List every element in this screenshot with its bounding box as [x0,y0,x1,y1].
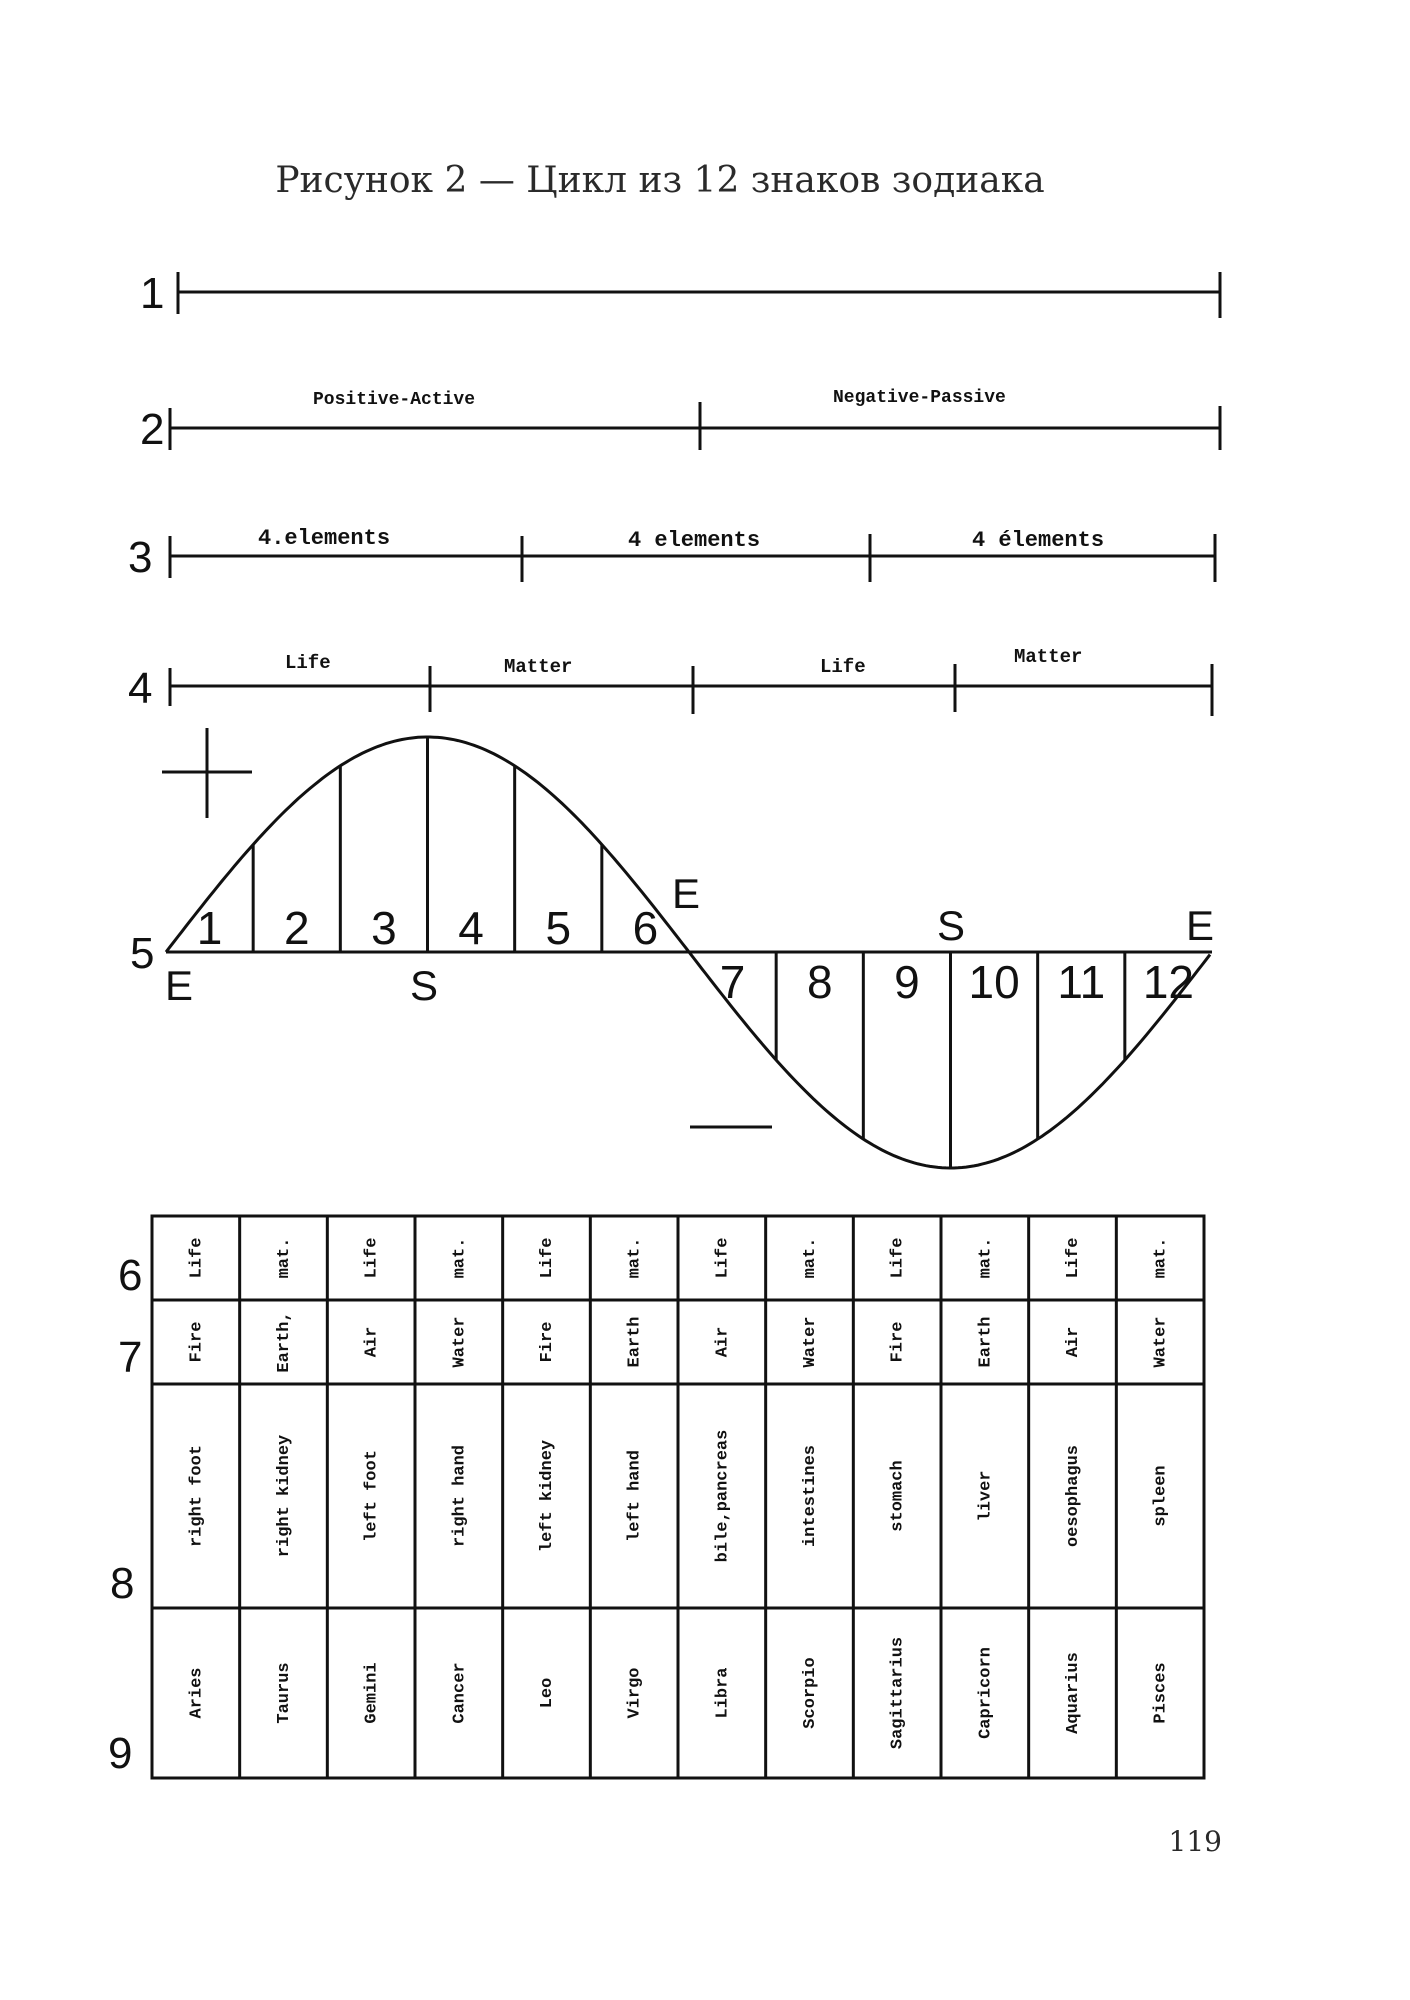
row8-cell: bile,pancreas [713,1429,733,1563]
row7-cell: Earth [976,1316,996,1368]
sign-number: 12 [1142,956,1194,1008]
row7-cell: Fire [888,1321,908,1363]
row8-cell: left hand [625,1450,645,1542]
row7-cell: Water [450,1316,470,1368]
sign-number: 5 [545,902,572,954]
row9-cell: Taurus [274,1662,294,1724]
row7-cell: Fire [537,1321,557,1363]
sign-number: 3 [371,902,397,954]
figure-caption: Рисунок 2 — Цикл из 12 знаков зодиака [275,160,1045,201]
sign-number: 10 [968,956,1020,1008]
row-number-5: 5 [130,929,155,978]
row9-cell: Gemini [362,1662,382,1724]
row8-cell: spleen [1151,1465,1171,1527]
row8-cell: liver [976,1470,996,1522]
row-number-6: 6 [118,1251,143,1300]
marker-start-e: E [165,962,194,1009]
sign-number: 8 [807,956,833,1008]
marker-trough-s: S [937,902,966,949]
row7-cell: Earth, [274,1311,294,1373]
row9-cell: Aries [187,1667,207,1719]
row8-cell: left foot [362,1450,382,1542]
row8-cell: right hand [450,1444,470,1548]
row-number-8: 8 [110,1559,135,1608]
row6-cell: Life [713,1237,733,1279]
row9-cell: Capricorn [976,1647,996,1739]
row6-cell: mat. [274,1237,294,1279]
row7-cell: Fire [187,1321,207,1363]
row9-cell: Cancer [450,1662,470,1724]
sign-number: 4 [458,902,484,954]
row-number-9: 9 [108,1729,133,1778]
sign-number: 6 [632,902,659,954]
sign-number: 1 [196,902,223,954]
row-number-3: 3 [128,533,153,582]
matter-label-1: Matter [504,656,573,678]
row6-cell: mat. [625,1237,645,1279]
row8-cell: left kidney [537,1439,557,1553]
marker-end-e: E [1186,902,1215,949]
page-number: 119 [1168,1825,1222,1858]
life-label-2: Life [820,656,866,678]
sign-number: 2 [284,902,310,954]
row-number-2: 2 [140,405,165,454]
row6-cell: Life [1063,1237,1083,1279]
row6-cell: Life [362,1237,382,1279]
row6-cell: Life [187,1237,207,1279]
row8-cell: intestines [800,1444,820,1548]
row9-cell: Libra [713,1667,733,1719]
elements-label-1: 4.elements [258,526,391,551]
marker-peak-s: S [410,962,439,1009]
row6-cell: Life [537,1237,557,1279]
row7-cell: Water [1151,1316,1171,1368]
marker-mid-e: E [672,870,701,917]
row8-cell: oesophagus [1063,1444,1083,1548]
row7-cell: Air [1063,1326,1083,1358]
row9-cell: Pisces [1151,1662,1171,1724]
row8-cell: stomach [888,1460,908,1532]
row6-cell: mat. [1151,1237,1171,1279]
row-number-4: 4 [128,664,153,713]
matter-label-2: Matter [1014,646,1083,668]
row-number-1: 1 [140,269,165,318]
sign-number: 9 [894,956,920,1008]
row9-cell: Aquarius [1063,1652,1083,1734]
sign-number: 7 [719,956,746,1008]
row-number-7: 7 [118,1333,143,1382]
elements-label-3: 4 élements [972,528,1105,553]
elements-label-2: 4 elements [628,528,761,553]
row8-cell: right foot [187,1444,207,1548]
row6-cell: mat. [800,1237,820,1279]
row9-cell: Scorpio [800,1657,820,1729]
life-label-1: Life [285,652,331,674]
sign-number: 11 [1057,956,1106,1008]
row6-cell: Life [888,1237,908,1279]
row7-cell: Air [362,1326,382,1358]
row9-cell: Sagittarius [888,1636,908,1750]
positive-active-label: Positive-Active [313,390,476,410]
row7-cell: Water [800,1316,820,1368]
row9-cell: Leo [537,1677,557,1709]
row7-cell: Air [713,1326,733,1358]
row6-cell: mat. [450,1237,470,1279]
negative-passive-label: Negative-Passive [833,388,1006,408]
row9-cell: Virgo [625,1667,645,1719]
row8-cell: right kidney [274,1434,294,1558]
row6-cell: mat. [976,1237,996,1279]
row7-cell: Earth [625,1316,645,1368]
